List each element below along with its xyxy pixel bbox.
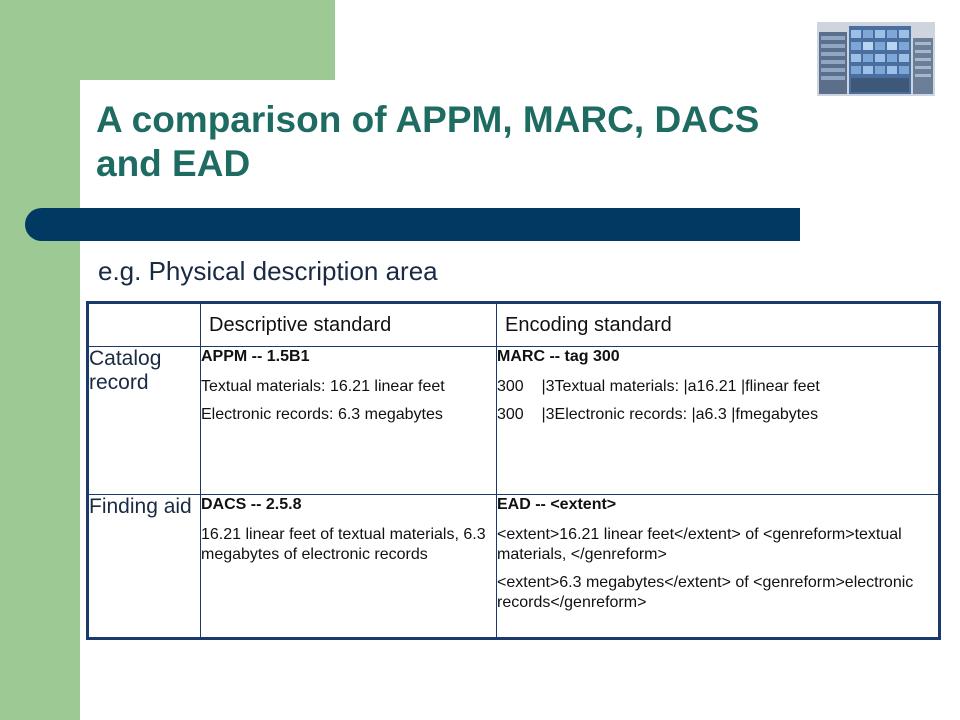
header-corner xyxy=(88,303,201,347)
title-underline-bar xyxy=(25,208,800,241)
header-descriptive: Descriptive standard xyxy=(201,303,497,347)
comparison-table xyxy=(86,301,941,640)
table-row xyxy=(88,347,940,495)
cell-lead: EAD -- <extent> xyxy=(497,496,617,513)
cell-finding-descriptive xyxy=(201,495,497,639)
cell-line: Electronic records: 6.3 megabytes xyxy=(201,406,443,423)
slide-subtitle: e.g. Physical description area xyxy=(98,256,438,286)
cell-finding-encoding xyxy=(497,495,940,639)
row-label-catalog-record: Catalog record xyxy=(88,347,201,495)
cell-catalog-descriptive xyxy=(201,347,497,495)
header-encoding: Encoding standard xyxy=(497,303,940,347)
cell-lead: MARC -- tag 300 xyxy=(497,348,620,365)
cell-line: <extent>16.21 linear feet</extent> of <genreform>textual materials, </genreform> xyxy=(497,526,902,563)
cell-catalog-encoding xyxy=(497,347,940,495)
row-label-finding-aid: Finding aid xyxy=(88,495,201,639)
slide-title: A comparison of APPM, MARC, DACS and EAD xyxy=(96,99,760,184)
cell-line: 16.21 linear feet of textual materials, 6.3 megabytes of electronic records xyxy=(201,526,486,563)
table-header-row xyxy=(88,303,940,347)
cell-lead: DACS -- 2.5.8 xyxy=(201,496,302,513)
cell-lead: APPM -- 1.5B1 xyxy=(201,348,310,365)
building-photo xyxy=(817,22,935,96)
cell-line: 300 |3Textual materials: |a16.21 |flinear feet xyxy=(497,378,820,395)
top-green-band xyxy=(0,0,335,80)
left-green-band xyxy=(0,0,80,720)
table-row xyxy=(88,495,940,639)
cell-line: <extent>6.3 megabytes</extent> of <genreform>electronic records</genreform> xyxy=(497,574,914,611)
cell-line: 300 |3Electronic records: |a6.3 |fmegabytes xyxy=(497,406,819,423)
cell-line: Textual materials: 16.21 linear feet xyxy=(201,378,445,395)
